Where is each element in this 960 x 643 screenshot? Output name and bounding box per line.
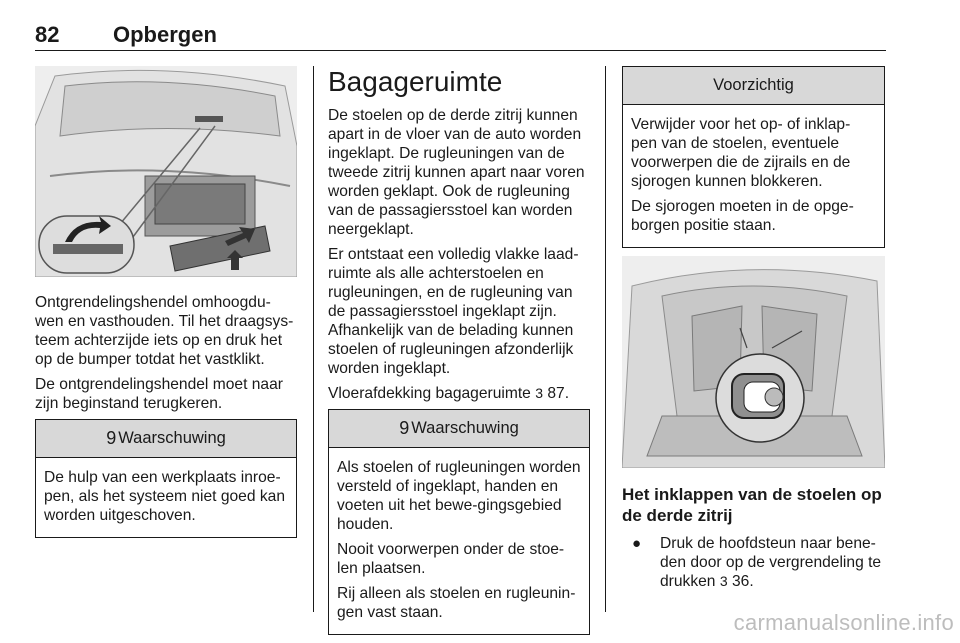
column-left [35, 66, 297, 546]
warning-text: De hulp van een werkplaats inroe-pen, als het systeem niet goed kan worden uitgeschoven. [44, 469, 285, 524]
page-number: 82 [35, 22, 60, 47]
column-middle [328, 66, 590, 643]
bullet-item [622, 534, 885, 591]
warning-text-3: Rij alleen als stoelen en rugleunin-gen vast staan. [337, 585, 576, 621]
warning-icon: 9 [399, 418, 410, 438]
bullet-icon: ● [632, 535, 642, 552]
cargo-area-drawing [622, 256, 885, 468]
caution-header [623, 67, 884, 105]
floor-cover-reference: Vloerafdekking bagageruimte 3 87. [328, 385, 570, 402]
column-divider-2 [605, 66, 606, 612]
warning-title: Waarschuwing [118, 429, 226, 447]
instruction-paragraph-1: Ontgrendelingshendel omhoogdu-wen en vasthouden. Til het draagsys-teem achterzijde iets op en druk het op de bumper totdat het vastklikt. [35, 294, 294, 368]
bullet-text: Druk de hoofdsteun naar bene-den door op de vergrendeling te drukken [660, 535, 882, 590]
warning-title: Waarschuwing [411, 419, 519, 437]
warning-icon: 9 [106, 428, 117, 448]
watermark: carmanualsonline.info [733, 610, 954, 635]
bullet-text-wrap: Druk de hoofdsteun naar bene-den door op de vergrendeling te drukken 3 36. [660, 535, 882, 590]
luggage-carrier-illustration [35, 66, 297, 277]
caution-title: Voorzichtig [713, 76, 794, 94]
caution-box [622, 66, 885, 248]
luggage-carrier-drawing [35, 66, 297, 277]
cargo-area-illustration [622, 256, 885, 468]
header-rule [35, 50, 886, 51]
reference-page[interactable]: 36 [731, 573, 750, 590]
reference-arrow-icon: 3 [535, 385, 543, 401]
reference-text: Vloerafdekking bagageruimte [328, 385, 536, 402]
column-divider-1 [313, 66, 314, 612]
warning-box-left [35, 419, 297, 538]
luggage-paragraph-1: De stoelen op de derde zitrij kunnen apart in de vloer van de auto worden ingeklapt. De rugleuningen van de tweede zitrij kunnen apart naar voren worden geklapt. Ook de rugleuning van de passagiersstoel kan worden neergeklapt. [328, 107, 585, 238]
section-heading: Bagageruimte [328, 66, 503, 97]
warning-header [329, 410, 589, 448]
warning-header [36, 420, 296, 458]
warning-box-middle [328, 409, 590, 635]
caution-text-1: Verwijder voor het op- of inklap-pen van de stoelen, eventuele voorwerpen die de zijrails en de sjorogen kunnen blokkeren. [631, 116, 851, 190]
reference-arrow-icon: 3 [719, 573, 728, 589]
reference-page[interactable]: 87 [547, 385, 565, 402]
warning-text-1: Als stoelen of rugleuningen worden versteld of ingeklapt, handen en voeten uit het bewe-gingsgebied houden. [337, 459, 581, 533]
warning-text-2: Nooit voorwerpen onder de stoe-len plaatsen. [337, 541, 565, 577]
subsection-heading: Het inklappen van de stoelen op de derde zitrij [622, 485, 882, 525]
instruction-paragraph-2: De ontgrendelingshendel moet naar zijn beginstand terugkeren. [35, 376, 283, 412]
column-right [622, 66, 885, 591]
page-title: Opbergen [113, 22, 217, 47]
caution-text-2: De sjorogen moeten in de opge-borgen positie staan. [631, 198, 854, 234]
luggage-paragraph-2: Er ontstaat een volledig vlakke laad-ruimte als alle achterstoelen en rugleuningen, en de rugleuning van de passagiersstoel ingeklapt zijn. Afhankelijk van de belading kunnen stoelen of rugleuningen afzonderlijk worden ingeklapt. [328, 246, 579, 377]
